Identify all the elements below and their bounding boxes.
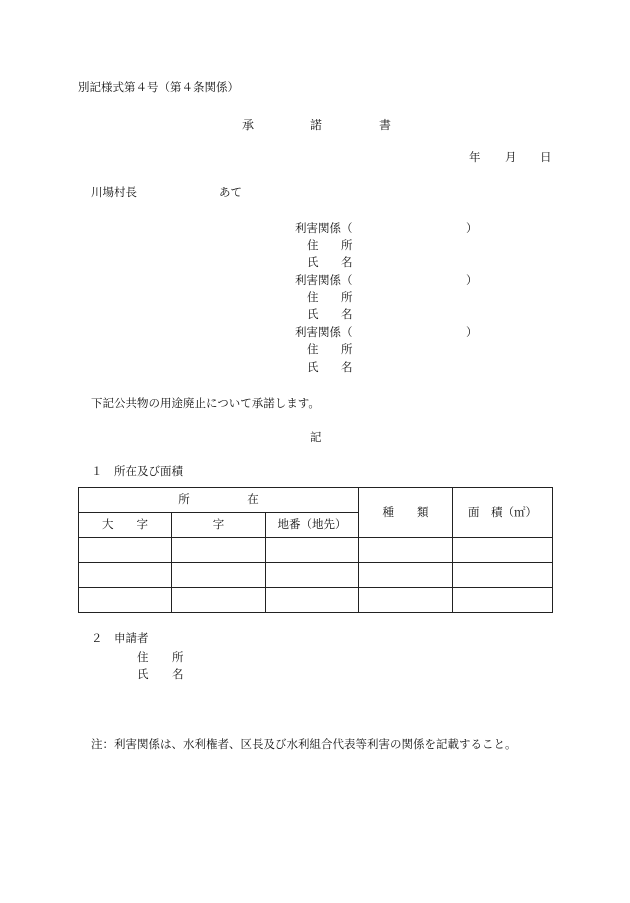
- section-1-heading: １ 所在及び面積: [91, 464, 183, 478]
- table-cell[interactable]: [359, 563, 453, 588]
- party-name-char1: 氏: [307, 307, 319, 321]
- party-relation-close: ）: [466, 273, 478, 287]
- date-day: 日: [540, 150, 552, 164]
- party-name-char1: 氏: [307, 255, 319, 269]
- table-cell[interactable]: [172, 563, 266, 588]
- applicant-address-char1: 住: [137, 650, 149, 664]
- table-cell[interactable]: [359, 588, 453, 613]
- party-name-char2: 名: [341, 255, 353, 269]
- party-address-char2: 所: [341, 342, 353, 356]
- header-location: 所 在: [79, 488, 359, 513]
- header-type: 種 類: [359, 488, 453, 538]
- applicant-address-char2: 所: [172, 650, 184, 664]
- table-cell[interactable]: [79, 538, 172, 563]
- table-cell[interactable]: [172, 538, 266, 563]
- table-cell[interactable]: [453, 538, 553, 563]
- table-cell[interactable]: [79, 563, 172, 588]
- party-relation-label: 利害関係（: [295, 221, 353, 235]
- section-2-heading: ２ 申請者: [91, 631, 149, 645]
- party-name-char1: 氏: [307, 360, 319, 374]
- title-char-2: 諾: [310, 118, 323, 132]
- consent-statement: 下記公共物の用途廃止について承諾します。: [91, 396, 320, 410]
- party-address-char1: 住: [307, 342, 319, 356]
- party-address-char1: 住: [307, 290, 319, 304]
- table-row: [79, 563, 553, 588]
- table-cell[interactable]: [359, 538, 453, 563]
- title-char-1: 承: [242, 118, 255, 132]
- party-relation-label: 利害関係（: [295, 325, 353, 339]
- table-header-row: [79, 488, 553, 513]
- date-year: 年: [469, 150, 481, 164]
- table-row: [79, 538, 553, 563]
- party-address-char2: 所: [341, 290, 353, 304]
- header-oaza: 大 字: [79, 513, 172, 538]
- addressee-suffix: あて: [219, 185, 242, 199]
- party-address-char2: 所: [341, 238, 353, 252]
- location-area-table: [78, 487, 553, 613]
- party-name-char2: 名: [341, 307, 353, 321]
- header-chiban: 地番（地先）: [266, 513, 359, 538]
- form-number: 別記様式第４号（第４条関係）: [78, 80, 239, 94]
- party-relation-close: ）: [466, 325, 478, 339]
- applicant-name-char1: 氏: [137, 667, 149, 681]
- ki-heading: 記: [310, 430, 322, 444]
- table-cell[interactable]: [79, 588, 172, 613]
- table-cell[interactable]: [453, 588, 553, 613]
- header-area: 面 積（㎡）: [453, 488, 553, 538]
- table-cell[interactable]: [266, 588, 359, 613]
- table-cell[interactable]: [266, 538, 359, 563]
- party-relation-close: ）: [466, 221, 478, 235]
- header-aza: 字: [172, 513, 266, 538]
- footnote: 注：利害関係は、水利権者、区長及び水利組合代表等利害の関係を記載すること。: [91, 737, 517, 751]
- applicant-name-char2: 名: [172, 667, 184, 681]
- title-char-3: 書: [379, 118, 392, 132]
- table-cell[interactable]: [266, 563, 359, 588]
- party-name-char2: 名: [341, 360, 353, 374]
- party-address-char1: 住: [307, 238, 319, 252]
- table-row: [79, 588, 553, 613]
- table-cell[interactable]: [172, 588, 266, 613]
- table-cell[interactable]: [453, 563, 553, 588]
- addressee-name: 川場村長: [91, 185, 137, 199]
- date-month: 月: [505, 150, 517, 164]
- party-relation-label: 利害関係（: [295, 273, 353, 287]
